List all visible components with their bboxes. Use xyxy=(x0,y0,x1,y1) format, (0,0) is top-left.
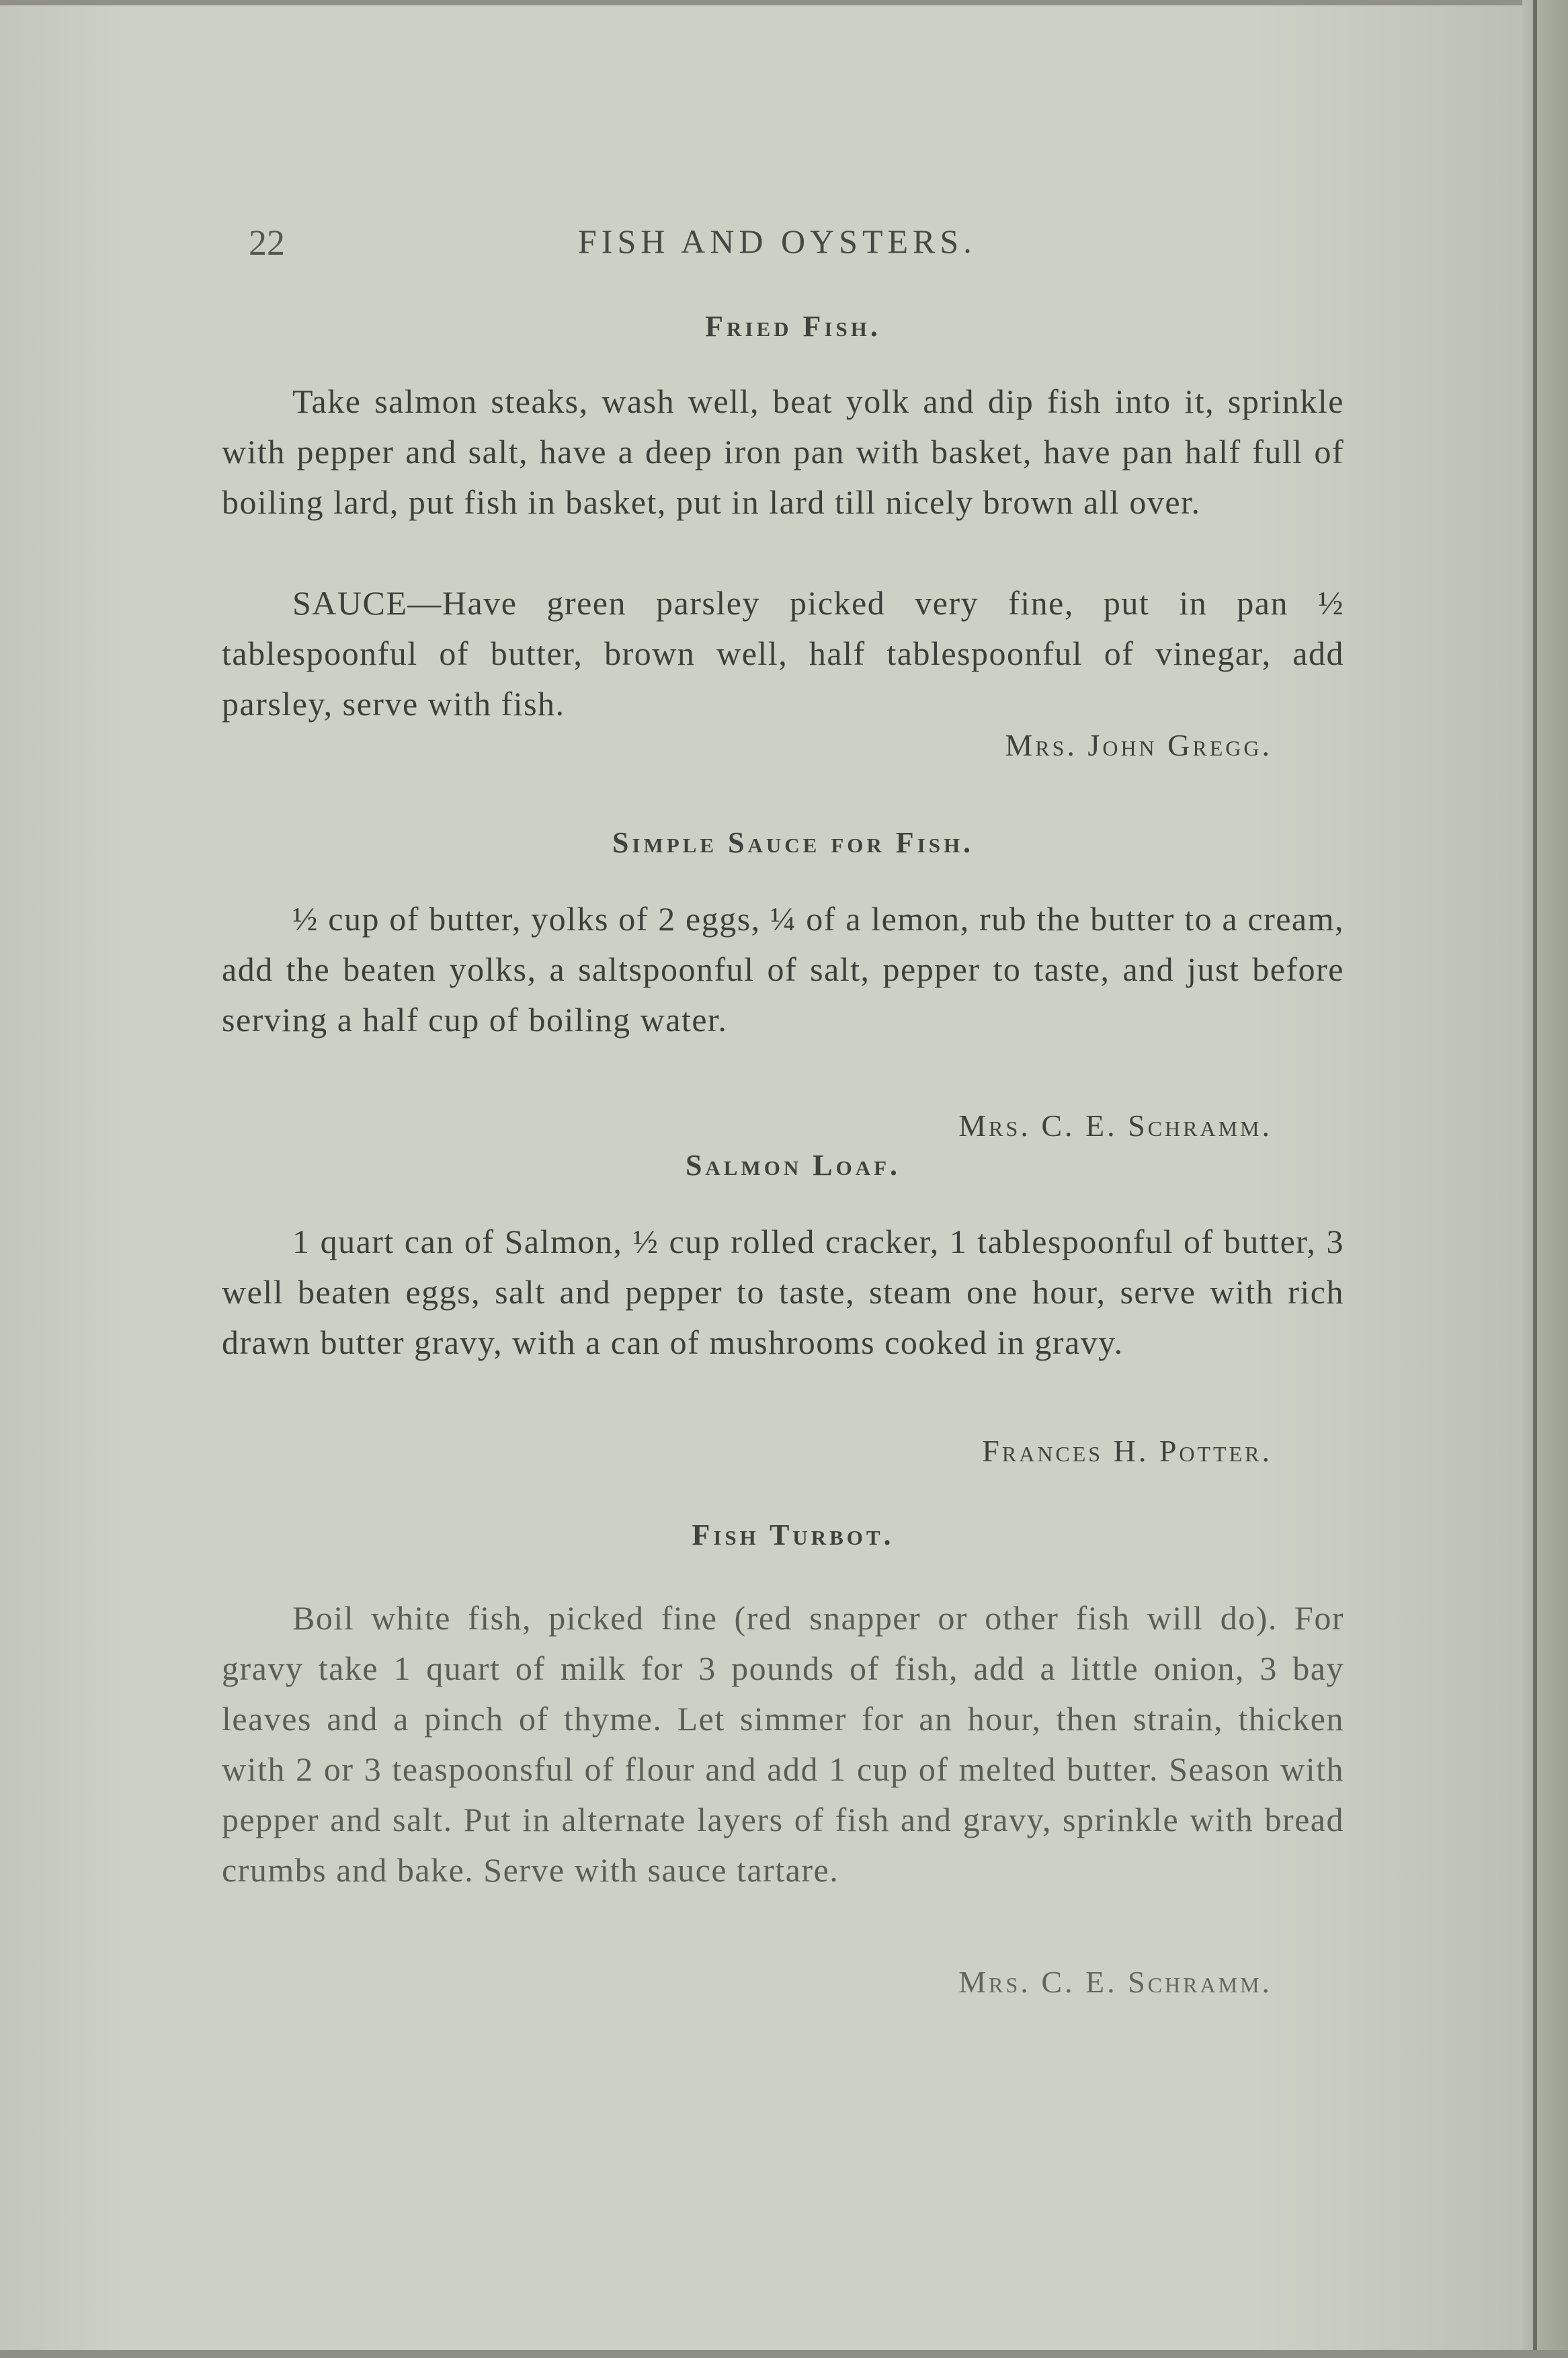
page-number: 22 xyxy=(249,222,285,263)
recipe-title-salmon-loaf: Salmon Loaf. xyxy=(685,1149,901,1182)
recipe-paragraph: SAUCE—Have green parsley picked very fine, put in pan ½ tablespoonful of butter, brown well, half tablespoonful of vinegar, add parsley, serve with fish. xyxy=(222,584,1344,723)
recipe-signature: Mrs. C. E. Schramm. xyxy=(958,1108,1272,1143)
recipe-paragraph: ½ cup of butter, yolks of 2 eggs, ¼ of a lemon, rub the butter to a cream, add the beaten yolks, a saltspoonful of salt, pepper to taste, and just before serving a half cup of boiling water. xyxy=(222,900,1344,1039)
recipe-title-simple-sauce: Simple Sauce for Fish. xyxy=(612,826,975,859)
recipe-signature: Frances H. Potter. xyxy=(982,1434,1272,1468)
recipe-paragraph: Take salmon steaks, wash well, beat yolk and dip fish into it, sprinkle with pepper and salt, have a deep iron pan with basket, have pan half full of boiling lard, put fish in basket, put in lard till nicely brown all over. xyxy=(222,382,1344,521)
page-top-edge xyxy=(0,0,1568,5)
running-title: FISH AND OYSTERS. xyxy=(578,222,977,260)
recipe-signature: Mrs. C. E. Schramm. xyxy=(958,1965,1272,1999)
recipe-title-fish-turbot: Fish Turbot. xyxy=(692,1518,895,1551)
page-binding-edge xyxy=(1522,0,1568,2358)
page-bottom-edge xyxy=(0,2350,1568,2358)
recipe-paragraph: Boil white fish, picked fine (red snapper or other fish will do). For gravy take 1 quart of milk for 3 pounds of fish, add a little onion, 3 bay leaves and a pinch of thyme. Let simmer for an hour, then strain, thicken with 2 or 3 teaspoonsful of flour and add 1 cup of melted butter. Season with pepper and salt. Put in alternate layers of fish and gravy, sprinkle with bread crumbs and bake. Serve with sauce tartare. xyxy=(222,1599,1344,1889)
binding-shadow-line xyxy=(1533,0,1537,2358)
recipe-paragraph: 1 quart can of Salmon, ½ cup rolled cracker, 1 tablespoonful of butter, 3 well beaten eggs, salt and pepper to taste, steam one hour, serve with rich drawn butter gravy, with a can of mushrooms cooked in gravy. xyxy=(222,1223,1344,1361)
recipe-title-fried-fish: Fried Fish. xyxy=(705,310,881,343)
page-header xyxy=(249,222,1337,282)
recipe-signature: Mrs. John Gregg. xyxy=(1005,728,1272,762)
